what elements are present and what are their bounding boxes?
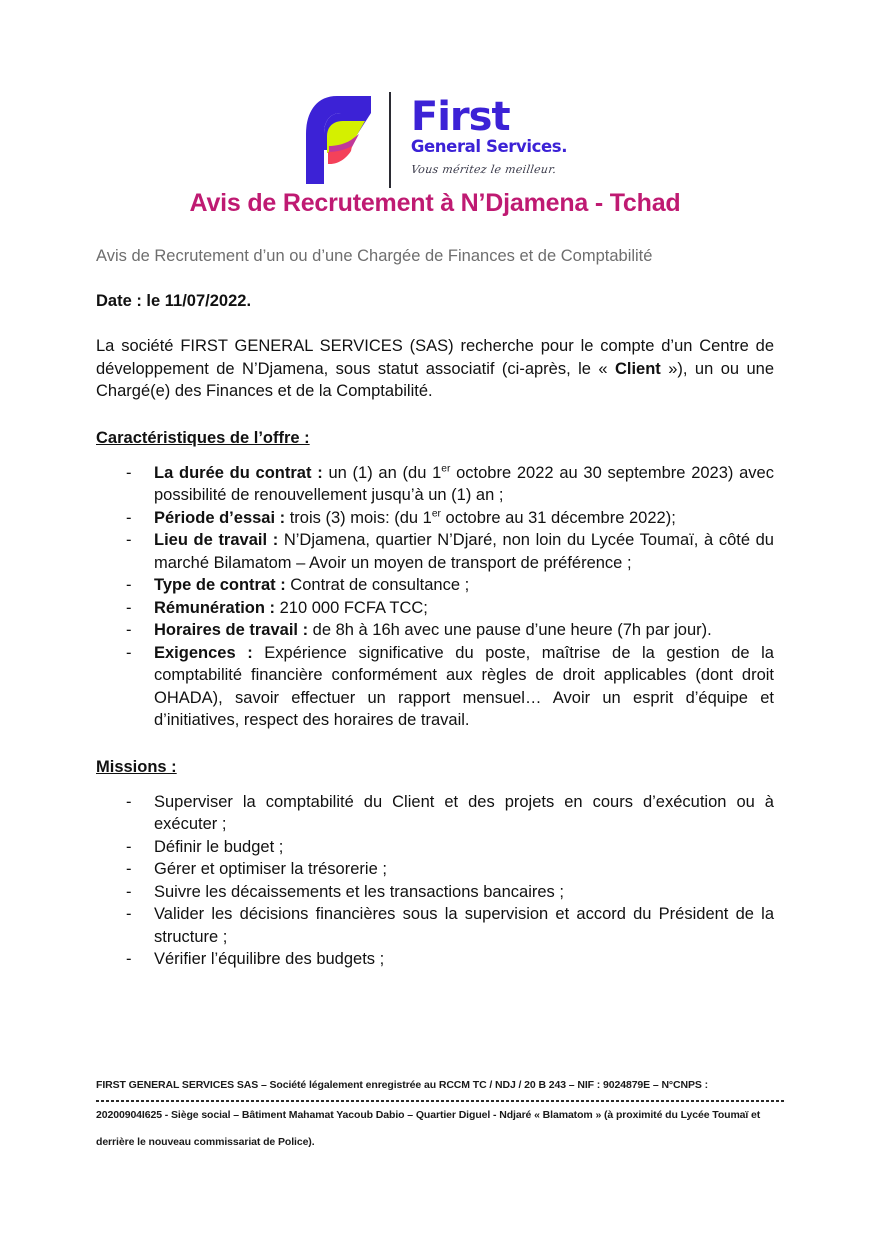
intro-text-part1: La société FIRST GENERAL SERVICES (SAS) recherche pour le compte d’un Centre de développement de N’Djamena, sous statut associatif (ci-après, le « (96, 337, 774, 378)
missions-list (96, 791, 774, 971)
list-item (124, 462, 774, 507)
list-item-superscript: er (431, 508, 441, 519)
list-item-label: Type de contrat : (154, 576, 286, 594)
list-item-text: Contrat de consultance ; (285, 576, 470, 594)
list-item (124, 619, 774, 642)
list-item (124, 529, 774, 574)
list-item-label: La durée du contrat : (154, 463, 323, 482)
section-heading-missions: Missions : (96, 757, 177, 776)
intro-text-part2: »), un ou une Chargé(e) des Finances et de la Comptabilité. (96, 359, 774, 400)
list-item (124, 574, 774, 597)
list-item-text: de 8h à 16h avec une pause d’une heure (7h par jour). (308, 621, 712, 639)
list-item: - Suivre les décaissements et les transactions bancaires ; (124, 881, 774, 904)
page-footer (96, 1072, 786, 1156)
intro-paragraph (96, 335, 774, 403)
list-item-text-after: octobre au 31 décembre 2022); (440, 508, 676, 527)
list-item: - Gérer et optimiser la trésorerie ; (124, 858, 774, 881)
offer-characteristics-list (96, 462, 774, 732)
logo-brand-general-services (411, 137, 567, 157)
list-item-label: Exigences : (154, 643, 253, 662)
first-general-services-feather-mark-icon (303, 94, 377, 186)
company-logo-header (0, 0, 870, 176)
logo-brand-gs-text: General Services (410, 137, 562, 156)
intro-client-emphasis: Client (614, 359, 661, 378)
list-item (124, 642, 774, 732)
page-title: Avis de Recrutement à N’Djamena - Tchad (189, 189, 681, 217)
document-subtitle: Avis de Recrutement d’un ou d’une Chargée de Finances et de Comptabilité (96, 247, 653, 265)
list-item-text-before: trois (3) mois: (du 1 (285, 508, 432, 527)
list-item: - Définir le budget ; (124, 836, 774, 859)
list-item-label: Rémunération : (154, 598, 276, 617)
footer-legal-line-1: FIRST GENERAL SERVICES SAS – Société légalement enregistrée au RCCM TC / NDJ / 20 B 243 – NIF : 9024879E – N°CNPS : (96, 1079, 709, 1091)
section-heading-offer: Caractéristiques de l’offre : (96, 428, 310, 447)
logo-wordmark (411, 92, 567, 178)
list-item-text: Expérience significative du poste, maîtrise de la gestion de la comptabilité financière conformément aux règles de droit applicables (dont droit OHADA), savoir effectuer un rapport mensuel… Avoir un esprit d’équipe et d’initiatives, respect des horaires de travail. (154, 643, 774, 729)
list-item (124, 507, 774, 530)
list-item-text: 210 000 FCFA TCC; (275, 598, 428, 617)
list-item-text-after: octobre 2022 au 30 septembre 2023) avec possibilité de renouvellement jusqu’à un (1) an ; (154, 463, 774, 504)
list-item-text: N’Djamena, quartier N’Djaré, non loin du Lycée Toumaï, à côté du marché Bilamatom – Avoir un moyen de transport de préférence ; (154, 531, 774, 572)
publication-date: Date : le 11/07/2022. (96, 292, 252, 310)
footer-legal-line-3: derrière le nouveau commissariat de Police). (96, 1136, 315, 1148)
logo-tagline: Vous méritez le meilleur. (410, 163, 558, 176)
logo-vertical-divider (389, 92, 391, 188)
list-item-label: Période d’essai : (154, 508, 286, 527)
list-item-superscript: er (441, 463, 451, 474)
document-content (0, 188, 870, 971)
list-item-text-before: un (1) an (du 1 (322, 463, 442, 482)
logo-brand-dot: . (561, 137, 568, 156)
logo-inner (303, 92, 567, 188)
logo-brand-first: First (410, 94, 510, 140)
list-item: - Superviser la comptabilité du Client et des projets en cours d’exécution ou à exécuter ; (124, 791, 774, 836)
footer-legal-line-2: 20200904I625 - Siège social – Bâtiment Mahamat Yacoub Dabio – Quartier Diguel - Ndjaré « Blamatom » (à proximité du Lycée Toumaï et (96, 1109, 761, 1121)
list-item (124, 597, 774, 620)
list-item-label: Horaires de travail : (154, 621, 309, 639)
list-item: - Valider les décisions financières sous la supervision et accord du Président de la structure ; (124, 903, 774, 948)
list-item-label: Lieu de travail : (154, 531, 279, 549)
list-item: - Vérifier l’équilibre des budgets ; (124, 948, 774, 971)
